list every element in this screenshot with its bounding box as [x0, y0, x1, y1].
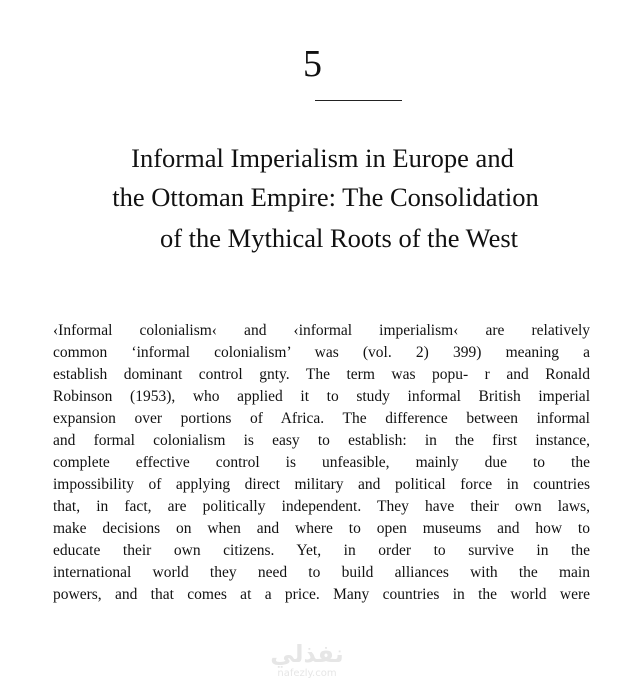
- body-line: international world they need to build alliances with the main: [53, 564, 590, 581]
- chapter-title-line: Informal Imperialism in Europe and: [131, 143, 514, 173]
- body-paragraph: [53, 320, 590, 606]
- body-line: ‹Informal colonialism‹ and ‹informal imperialism‹ are relatively: [53, 322, 590, 339]
- body-line: establish dominant control gnty. The term was popu- r and Ronald: [53, 366, 590, 383]
- body-line: make decisions on when and where to open museums and how to: [53, 520, 590, 537]
- body-line: powers, and that comes at a price. Many countries in the world were: [53, 586, 590, 603]
- body-line: impossibility of applying direct military and political force in countries: [53, 476, 590, 493]
- body-line: common ‘informal colonialism’ was (vol. 2) 399) meaning a: [53, 344, 590, 361]
- body-line: educate their own citizens. Yet, in order to survive in the: [53, 542, 590, 559]
- chapter-rule: [315, 100, 402, 101]
- watermark-sub: nafezly.com: [277, 668, 337, 679]
- watermark-logo: [262, 640, 352, 680]
- body-line: Robinson (1953), who applied it to study informal British imperial: [53, 388, 590, 405]
- watermark-main: نفذلي: [270, 640, 344, 668]
- body-line: that, in fact, are politically independent. They have their own laws,: [53, 498, 590, 515]
- chapter-title-line: of the Mythical Roots of the West: [159, 223, 519, 253]
- body-line: expansion over portions of Africa. The difference between informal: [53, 410, 590, 427]
- chapter-number: 5: [303, 43, 322, 85]
- chapter-title-line: the Ottoman Empire: The Consolidation: [112, 182, 539, 212]
- body-line: and formal colonialism is easy to establish: in the first instance,: [53, 432, 590, 449]
- body-line: complete effective control is unfeasible, mainly due to the: [53, 454, 590, 471]
